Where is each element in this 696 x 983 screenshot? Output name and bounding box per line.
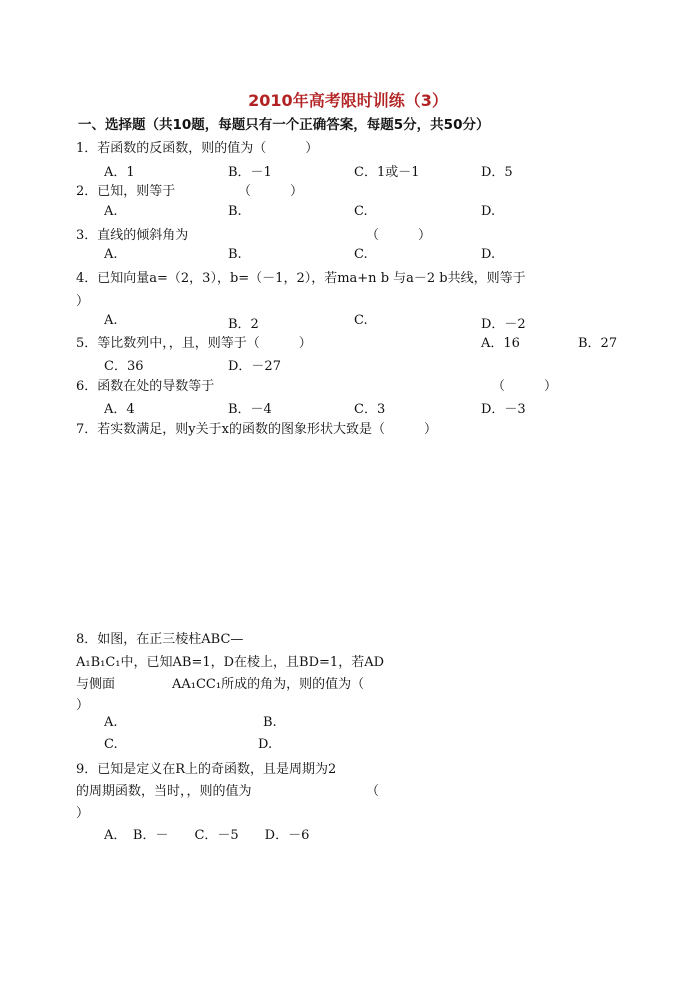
q6-option-c: C．3: [354, 402, 386, 417]
question-8-line-4: ）: [76, 698, 90, 713]
q8-option-c: C.: [104, 737, 118, 752]
q6-option-b: B．－4: [228, 402, 272, 417]
q3-option-b: B.: [228, 247, 242, 262]
question-4-stem: 4．已知向量a=（2，3），b=（－1，2），若ma+n b 与a－2 b共线，则等于: [76, 271, 526, 286]
q2-option-d: D.: [481, 204, 496, 219]
question-8-line-1: 8．如图，在正三棱柱ABC—: [76, 632, 244, 647]
question-1-stem: 1．若函数的反函数，则的值为（ ）: [76, 141, 319, 156]
question-4-stem-end: ）: [76, 294, 90, 309]
q8-option-a: A.: [104, 715, 118, 730]
section-heading: 一、选择题（共10题，每题只有一个正确答案，每题5分，共50分）: [78, 117, 490, 133]
q4-option-b: B．2: [228, 317, 259, 332]
q9-options: A． B．－ C．－5 D．－6: [104, 828, 310, 843]
q2-answer-paren: （ ）: [238, 184, 304, 199]
q6-answer-paren: （ ）: [492, 379, 558, 394]
q1-option-c: C．1或－1: [354, 165, 420, 180]
q3-option-c: C.: [354, 247, 368, 262]
question-8-line-2: A₁B₁C₁中，已知AB=1，D在棱上，且BD=1，若AD: [76, 655, 385, 670]
q5-option-c: C．36: [104, 359, 144, 374]
question-6-stem: 6．函数在处的导数等于: [76, 379, 215, 394]
q2-option-c: C.: [354, 204, 368, 219]
q9-answer-paren: （: [366, 784, 380, 799]
q4-option-a: A.: [104, 313, 118, 328]
q5-option-a: A．16: [481, 336, 520, 351]
q4-option-c: C.: [354, 313, 368, 328]
q2-option-a: A.: [104, 204, 118, 219]
question-9-line-3: ）: [76, 806, 90, 821]
question-9-line-2: 的周期函数，当时，，则的值为: [76, 784, 252, 799]
q6-option-d: D．－3: [481, 402, 526, 417]
q4-option-d: D．－2: [481, 317, 526, 332]
q8-option-d: D.: [258, 737, 273, 752]
q1-option-a: A．1: [104, 165, 135, 180]
q6-option-a: A．4: [104, 402, 135, 417]
q3-option-a: A.: [104, 247, 118, 262]
question-5-stem: 5．等比数列中，，且，则等于（ ）: [76, 336, 312, 351]
question-8-line-3a: 与侧面: [76, 677, 116, 692]
question-9-line-1: 9．已知是定义在R上的奇函数，且是周期为2: [76, 762, 337, 777]
q1-option-d: D．5: [481, 165, 513, 180]
page-title: 2010年高考限时训练（3）: [248, 91, 448, 110]
q3-answer-paren: （ ）: [366, 228, 432, 243]
q5-option-b: B．27: [578, 336, 618, 351]
q3-option-d: D.: [481, 247, 496, 262]
q2-option-b: B.: [228, 204, 242, 219]
q1-option-b: B．－1: [228, 165, 272, 180]
question-3-stem: 3．直线的倾斜角为: [76, 228, 189, 243]
q5-option-d: D．－27: [228, 359, 281, 374]
question-2-stem: 2．已知，则等于: [76, 184, 176, 199]
question-7-stem: 7．若实数满足，则y关于x的函数的图象形状大致是（ ）: [76, 422, 437, 437]
q8-option-b: B.: [263, 715, 277, 730]
question-8-line-3b: AA₁CC₁所成的角为，则的值为（: [172, 677, 365, 692]
